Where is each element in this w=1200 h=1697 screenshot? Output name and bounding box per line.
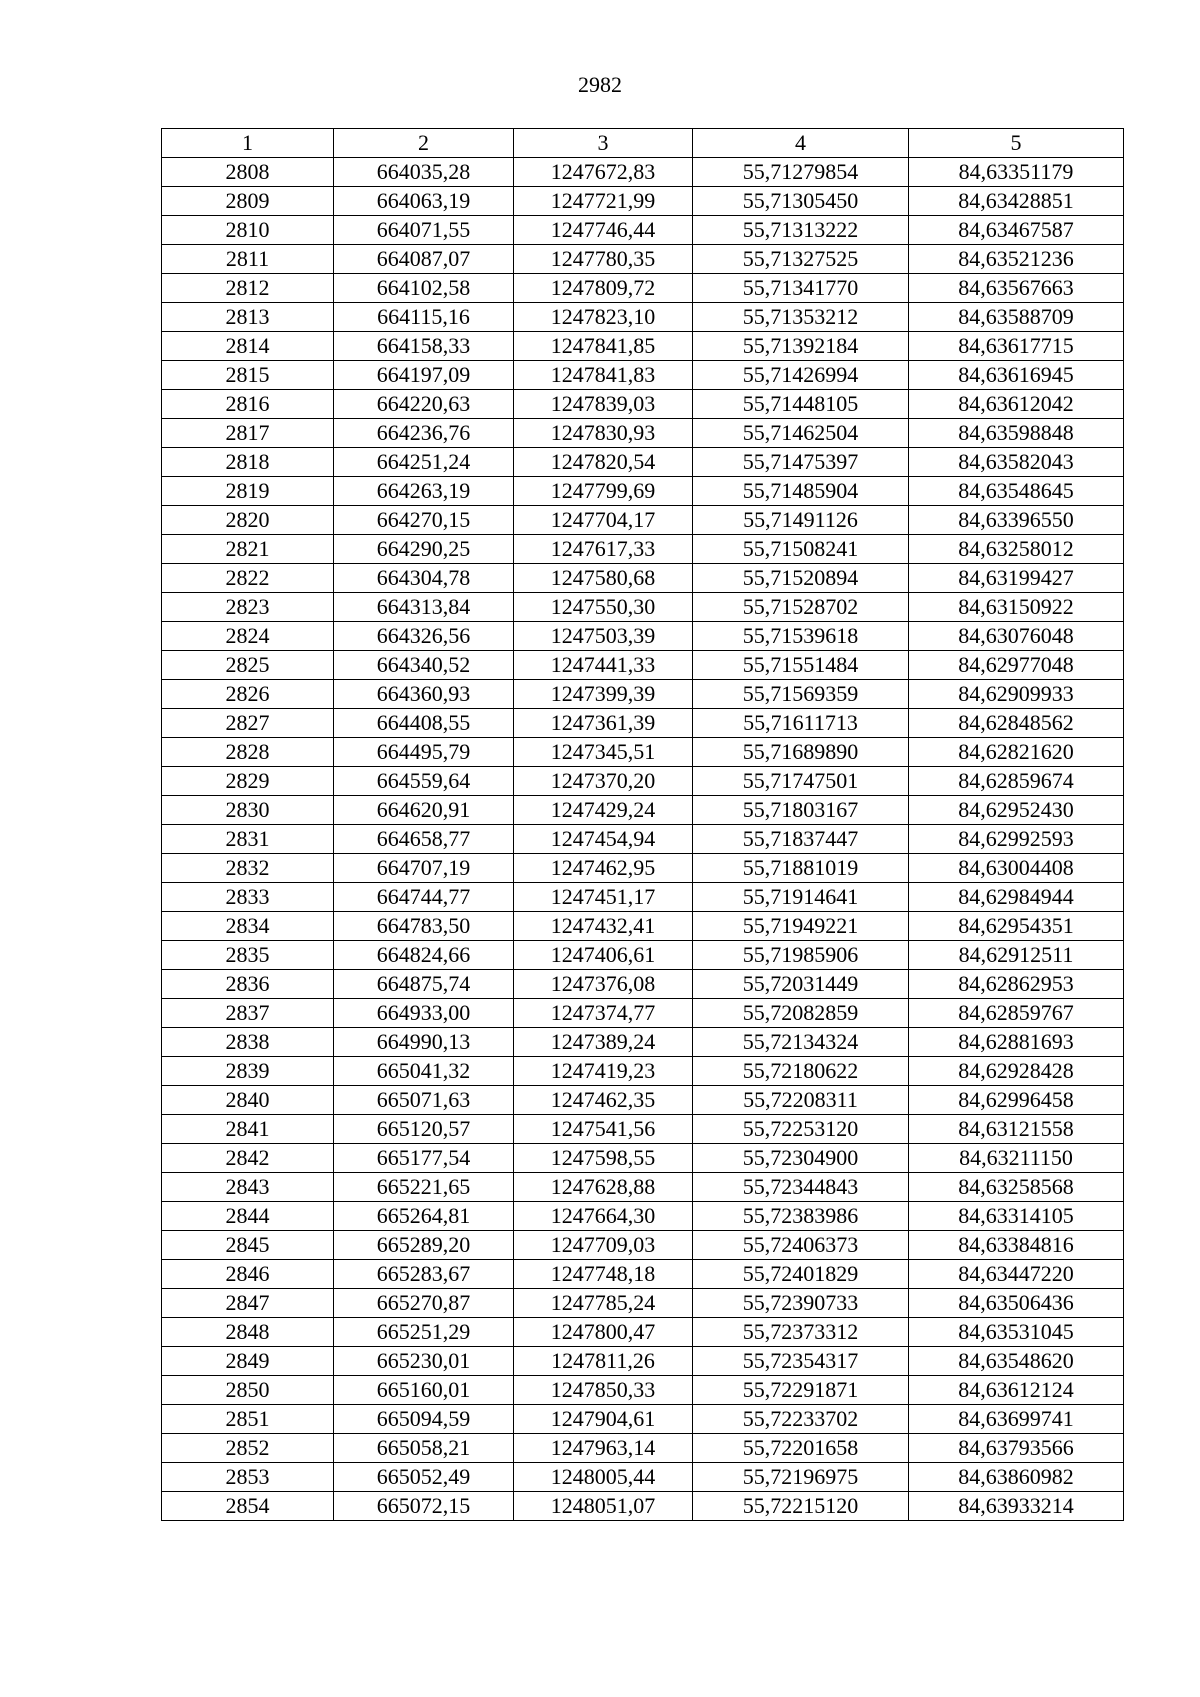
table-cell-col-1: 2848 bbox=[162, 1318, 334, 1347]
table-row bbox=[162, 216, 1124, 245]
table-row bbox=[162, 390, 1124, 419]
table-cell-col-2: 664408,55 bbox=[334, 709, 514, 738]
table-cell-col-5: 84,62984944 bbox=[909, 883, 1124, 912]
table-cell-col-1: 2813 bbox=[162, 303, 334, 332]
table-cell-col-3: 1247850,33 bbox=[514, 1376, 693, 1405]
coordinates-table bbox=[161, 128, 1124, 1521]
table-cell-col-2: 664360,93 bbox=[334, 680, 514, 709]
table-cell-col-4: 55,72354317 bbox=[693, 1347, 909, 1376]
table-cell-col-1: 2839 bbox=[162, 1057, 334, 1086]
table-row bbox=[162, 361, 1124, 390]
table-cell-col-4: 55,72180622 bbox=[693, 1057, 909, 1086]
table-cell-col-4: 55,72383986 bbox=[693, 1202, 909, 1231]
table-cell-col-2: 664290,25 bbox=[334, 535, 514, 564]
table-cell-col-5: 84,63616945 bbox=[909, 361, 1124, 390]
table-cell-col-3: 1247709,03 bbox=[514, 1231, 693, 1260]
table-cell-col-1: 2817 bbox=[162, 419, 334, 448]
table-cell-col-4: 55,72031449 bbox=[693, 970, 909, 999]
table-cell-col-3: 1247830,93 bbox=[514, 419, 693, 448]
table-cell-col-3: 1247389,24 bbox=[514, 1028, 693, 1057]
table-row bbox=[162, 970, 1124, 999]
header-row bbox=[162, 129, 1124, 158]
table-cell-col-3: 1247617,33 bbox=[514, 535, 693, 564]
table-cell-col-3: 1247451,17 bbox=[514, 883, 693, 912]
table-cell-col-4: 55,71305450 bbox=[693, 187, 909, 216]
table-cell-col-4: 55,72201658 bbox=[693, 1434, 909, 1463]
table-cell-col-2: 664035,28 bbox=[334, 158, 514, 187]
table-cell-col-1: 2837 bbox=[162, 999, 334, 1028]
table-row bbox=[162, 506, 1124, 535]
table-cell-col-3: 1247441,33 bbox=[514, 651, 693, 680]
table-cell-col-4: 55,72373312 bbox=[693, 1318, 909, 1347]
table-cell-col-2: 664658,77 bbox=[334, 825, 514, 854]
table-cell-col-1: 2838 bbox=[162, 1028, 334, 1057]
table-cell-col-1: 2833 bbox=[162, 883, 334, 912]
table-header bbox=[162, 129, 1124, 158]
table-row bbox=[162, 1347, 1124, 1376]
table-row bbox=[162, 419, 1124, 448]
table-cell-col-5: 84,63598848 bbox=[909, 419, 1124, 448]
table-row bbox=[162, 1115, 1124, 1144]
table-cell-col-2: 664620,91 bbox=[334, 796, 514, 825]
table-cell-col-3: 1247550,30 bbox=[514, 593, 693, 622]
table-row bbox=[162, 245, 1124, 274]
table-row bbox=[162, 1086, 1124, 1115]
table-cell-col-4: 55,71528702 bbox=[693, 593, 909, 622]
table-cell-col-4: 55,72304900 bbox=[693, 1144, 909, 1173]
table-cell-col-1: 2823 bbox=[162, 593, 334, 622]
table-cell-col-5: 84,63521236 bbox=[909, 245, 1124, 274]
table-cell-col-3: 1247399,39 bbox=[514, 680, 693, 709]
table-cell-col-1: 2835 bbox=[162, 941, 334, 970]
table-row bbox=[162, 1057, 1124, 1086]
table-cell-col-5: 84,63582043 bbox=[909, 448, 1124, 477]
table-cell-col-5: 84,62992593 bbox=[909, 825, 1124, 854]
table-cell-col-2: 664933,00 bbox=[334, 999, 514, 1028]
table-cell-col-1: 2849 bbox=[162, 1347, 334, 1376]
table-cell-col-3: 1247503,39 bbox=[514, 622, 693, 651]
table-cell-col-5: 84,63447220 bbox=[909, 1260, 1124, 1289]
table-row bbox=[162, 1318, 1124, 1347]
table-cell-col-3: 1247462,35 bbox=[514, 1086, 693, 1115]
table-cell-col-3: 1247672,83 bbox=[514, 158, 693, 187]
table-cell-col-4: 55,72134324 bbox=[693, 1028, 909, 1057]
table-cell-col-4: 55,71279854 bbox=[693, 158, 909, 187]
table-cell-col-4: 55,72215120 bbox=[693, 1492, 909, 1521]
table-cell-col-5: 84,63548645 bbox=[909, 477, 1124, 506]
table-cell-col-2: 665160,01 bbox=[334, 1376, 514, 1405]
table-cell-col-5: 84,63076048 bbox=[909, 622, 1124, 651]
table-cell-col-5: 84,63150922 bbox=[909, 593, 1124, 622]
table-cell-col-2: 664087,07 bbox=[334, 245, 514, 274]
table-cell-col-3: 1247800,47 bbox=[514, 1318, 693, 1347]
table-cell-col-4: 55,71611713 bbox=[693, 709, 909, 738]
table-cell-col-1: 2836 bbox=[162, 970, 334, 999]
table-cell-col-1: 2852 bbox=[162, 1434, 334, 1463]
table-cell-col-3: 1247839,03 bbox=[514, 390, 693, 419]
table-cell-col-1: 2841 bbox=[162, 1115, 334, 1144]
table-cell-col-1: 2822 bbox=[162, 564, 334, 593]
table-cell-col-1: 2818 bbox=[162, 448, 334, 477]
table-cell-col-3: 1247419,23 bbox=[514, 1057, 693, 1086]
table-cell-col-3: 1247748,18 bbox=[514, 1260, 693, 1289]
table-body bbox=[162, 158, 1124, 1521]
table-cell-col-3: 1247374,77 bbox=[514, 999, 693, 1028]
table-row bbox=[162, 1434, 1124, 1463]
table-cell-col-3: 1247823,10 bbox=[514, 303, 693, 332]
table-cell-col-4: 55,72406373 bbox=[693, 1231, 909, 1260]
table-row bbox=[162, 912, 1124, 941]
table-cell-col-3: 1247432,41 bbox=[514, 912, 693, 941]
table-cell-col-2: 665177,54 bbox=[334, 1144, 514, 1173]
table-cell-col-5: 84,62996458 bbox=[909, 1086, 1124, 1115]
table-cell-col-5: 84,62912511 bbox=[909, 941, 1124, 970]
table-cell-col-1: 2845 bbox=[162, 1231, 334, 1260]
table-cell-col-3: 1247963,14 bbox=[514, 1434, 693, 1463]
table-cell-col-3: 1247664,30 bbox=[514, 1202, 693, 1231]
table-cell-col-2: 664102,58 bbox=[334, 274, 514, 303]
table-row bbox=[162, 448, 1124, 477]
table-row bbox=[162, 1144, 1124, 1173]
table-cell-col-5: 84,62821620 bbox=[909, 738, 1124, 767]
table-row bbox=[162, 1173, 1124, 1202]
table-row bbox=[162, 1260, 1124, 1289]
table-cell-col-5: 84,63004408 bbox=[909, 854, 1124, 883]
table-cell-col-5: 84,63351179 bbox=[909, 158, 1124, 187]
table-cell-col-1: 2842 bbox=[162, 1144, 334, 1173]
table-cell-col-2: 664340,52 bbox=[334, 651, 514, 680]
table-cell-col-4: 55,72233702 bbox=[693, 1405, 909, 1434]
table-cell-col-4: 55,71837447 bbox=[693, 825, 909, 854]
table-cell-col-1: 2811 bbox=[162, 245, 334, 274]
table-row bbox=[162, 303, 1124, 332]
table-cell-col-1: 2844 bbox=[162, 1202, 334, 1231]
table-row bbox=[162, 1376, 1124, 1405]
table-cell-col-4: 55,71508241 bbox=[693, 535, 909, 564]
table-cell-col-5: 84,62848562 bbox=[909, 709, 1124, 738]
table-cell-col-3: 1247541,56 bbox=[514, 1115, 693, 1144]
table-cell-col-3: 1247628,88 bbox=[514, 1173, 693, 1202]
table-cell-col-2: 664495,79 bbox=[334, 738, 514, 767]
table-cell-col-5: 84,63467587 bbox=[909, 216, 1124, 245]
column-header-4: 4 bbox=[693, 129, 909, 158]
table-cell-col-3: 1247809,72 bbox=[514, 274, 693, 303]
table-cell-col-2: 664313,84 bbox=[334, 593, 514, 622]
table-cell-col-3: 1247811,26 bbox=[514, 1347, 693, 1376]
table-cell-col-4: 55,71539618 bbox=[693, 622, 909, 651]
table-row bbox=[162, 680, 1124, 709]
table-cell-col-1: 2820 bbox=[162, 506, 334, 535]
table-cell-col-5: 84,63211150 bbox=[909, 1144, 1124, 1173]
table-cell-col-2: 665270,87 bbox=[334, 1289, 514, 1318]
table-cell-col-1: 2821 bbox=[162, 535, 334, 564]
column-header-5: 5 bbox=[909, 129, 1124, 158]
table-cell-col-2: 664263,19 bbox=[334, 477, 514, 506]
table-cell-col-4: 55,71520894 bbox=[693, 564, 909, 593]
table-cell-col-3: 1247704,17 bbox=[514, 506, 693, 535]
table-cell-col-3: 1247454,94 bbox=[514, 825, 693, 854]
table-cell-col-1: 2809 bbox=[162, 187, 334, 216]
table-row bbox=[162, 1463, 1124, 1492]
table-cell-col-4: 55,71551484 bbox=[693, 651, 909, 680]
table-row bbox=[162, 1289, 1124, 1318]
table-cell-col-1: 2826 bbox=[162, 680, 334, 709]
table-cell-col-2: 664326,56 bbox=[334, 622, 514, 651]
table-cell-col-5: 84,62928428 bbox=[909, 1057, 1124, 1086]
table-cell-col-3: 1247721,99 bbox=[514, 187, 693, 216]
table-cell-col-5: 84,62859767 bbox=[909, 999, 1124, 1028]
table-cell-col-1: 2840 bbox=[162, 1086, 334, 1115]
table-cell-col-3: 1247799,69 bbox=[514, 477, 693, 506]
table-cell-col-4: 55,71426994 bbox=[693, 361, 909, 390]
table-cell-col-3: 1247580,68 bbox=[514, 564, 693, 593]
table-cell-col-2: 665283,67 bbox=[334, 1260, 514, 1289]
table-row bbox=[162, 1231, 1124, 1260]
table-row bbox=[162, 535, 1124, 564]
table-cell-col-4: 55,71392184 bbox=[693, 332, 909, 361]
table-cell-col-4: 55,72082859 bbox=[693, 999, 909, 1028]
table-cell-col-5: 84,63258012 bbox=[909, 535, 1124, 564]
table-cell-col-1: 2846 bbox=[162, 1260, 334, 1289]
table-cell-col-2: 665264,81 bbox=[334, 1202, 514, 1231]
table-cell-col-5: 84,63531045 bbox=[909, 1318, 1124, 1347]
table-cell-col-2: 664990,13 bbox=[334, 1028, 514, 1057]
table-cell-col-4: 55,72401829 bbox=[693, 1260, 909, 1289]
table-cell-col-4: 55,71914641 bbox=[693, 883, 909, 912]
table-cell-col-1: 2808 bbox=[162, 158, 334, 187]
table-cell-col-4: 55,71803167 bbox=[693, 796, 909, 825]
table-cell-col-5: 84,63933214 bbox=[909, 1492, 1124, 1521]
table-cell-col-1: 2834 bbox=[162, 912, 334, 941]
table-cell-col-2: 664744,77 bbox=[334, 883, 514, 912]
table-row bbox=[162, 1202, 1124, 1231]
table-cell-col-3: 1247361,39 bbox=[514, 709, 693, 738]
table-cell-col-1: 2828 bbox=[162, 738, 334, 767]
table-cell-col-5: 84,63121558 bbox=[909, 1115, 1124, 1144]
table-cell-col-5: 84,63506436 bbox=[909, 1289, 1124, 1318]
table-cell-col-3: 1247820,54 bbox=[514, 448, 693, 477]
table-cell-col-3: 1247780,35 bbox=[514, 245, 693, 274]
table-cell-col-2: 664197,09 bbox=[334, 361, 514, 390]
table-cell-col-2: 664559,64 bbox=[334, 767, 514, 796]
table-cell-col-3: 1248051,07 bbox=[514, 1492, 693, 1521]
table-cell-col-3: 1247746,44 bbox=[514, 216, 693, 245]
table-cell-col-4: 55,71448105 bbox=[693, 390, 909, 419]
table-cell-col-5: 84,63396550 bbox=[909, 506, 1124, 535]
table-cell-col-3: 1247785,24 bbox=[514, 1289, 693, 1318]
table-cell-col-3: 1247345,51 bbox=[514, 738, 693, 767]
table-cell-col-1: 2853 bbox=[162, 1463, 334, 1492]
table-row bbox=[162, 274, 1124, 303]
table-row bbox=[162, 187, 1124, 216]
column-header-1: 1 bbox=[162, 129, 334, 158]
table-cell-col-4: 55,71327525 bbox=[693, 245, 909, 274]
table-cell-col-4: 55,72208311 bbox=[693, 1086, 909, 1115]
table-cell-col-5: 84,63314105 bbox=[909, 1202, 1124, 1231]
table-cell-col-1: 2815 bbox=[162, 361, 334, 390]
table-cell-col-1: 2830 bbox=[162, 796, 334, 825]
table-cell-col-2: 664304,78 bbox=[334, 564, 514, 593]
table-row bbox=[162, 825, 1124, 854]
table-cell-col-5: 84,62862953 bbox=[909, 970, 1124, 999]
table-cell-col-1: 2847 bbox=[162, 1289, 334, 1318]
table-cell-col-4: 55,71569359 bbox=[693, 680, 909, 709]
table-cell-col-2: 664115,16 bbox=[334, 303, 514, 332]
table-cell-col-5: 84,63384816 bbox=[909, 1231, 1124, 1260]
table-cell-col-2: 665052,49 bbox=[334, 1463, 514, 1492]
table-cell-col-2: 665094,59 bbox=[334, 1405, 514, 1434]
table-cell-col-4: 55,71353212 bbox=[693, 303, 909, 332]
table-cell-col-3: 1247841,83 bbox=[514, 361, 693, 390]
table-cell-col-5: 84,62881693 bbox=[909, 1028, 1124, 1057]
table-cell-col-3: 1247376,08 bbox=[514, 970, 693, 999]
table-cell-col-4: 55,72291871 bbox=[693, 1376, 909, 1405]
table-cell-col-2: 665058,21 bbox=[334, 1434, 514, 1463]
table-cell-col-2: 665072,15 bbox=[334, 1492, 514, 1521]
table-cell-col-2: 664071,55 bbox=[334, 216, 514, 245]
table-cell-col-4: 55,71689890 bbox=[693, 738, 909, 767]
table-cell-col-2: 664270,15 bbox=[334, 506, 514, 535]
table-cell-col-4: 55,72344843 bbox=[693, 1173, 909, 1202]
table-cell-col-2: 665221,65 bbox=[334, 1173, 514, 1202]
table-cell-col-2: 664158,33 bbox=[334, 332, 514, 361]
table-cell-col-2: 665251,29 bbox=[334, 1318, 514, 1347]
table-cell-col-5: 84,63612124 bbox=[909, 1376, 1124, 1405]
table-cell-col-2: 664251,24 bbox=[334, 448, 514, 477]
table-cell-col-2: 664875,74 bbox=[334, 970, 514, 999]
table-cell-col-3: 1248005,44 bbox=[514, 1463, 693, 1492]
table-row bbox=[162, 564, 1124, 593]
table-cell-col-4: 55,71985906 bbox=[693, 941, 909, 970]
table-row bbox=[162, 1405, 1124, 1434]
table-cell-col-1: 2810 bbox=[162, 216, 334, 245]
table-cell-col-5: 84,63699741 bbox=[909, 1405, 1124, 1434]
table-row bbox=[162, 854, 1124, 883]
table-row bbox=[162, 622, 1124, 651]
table-cell-col-5: 84,62952430 bbox=[909, 796, 1124, 825]
column-header-2: 2 bbox=[334, 129, 514, 158]
table-cell-col-1: 2851 bbox=[162, 1405, 334, 1434]
table-cell-col-1: 2843 bbox=[162, 1173, 334, 1202]
table-cell-col-4: 55,72253120 bbox=[693, 1115, 909, 1144]
table-cell-col-3: 1247904,61 bbox=[514, 1405, 693, 1434]
table-cell-col-5: 84,63548620 bbox=[909, 1347, 1124, 1376]
table-cell-col-3: 1247370,20 bbox=[514, 767, 693, 796]
table-cell-col-2: 664707,19 bbox=[334, 854, 514, 883]
table-cell-col-1: 2816 bbox=[162, 390, 334, 419]
table-cell-col-2: 665071,63 bbox=[334, 1086, 514, 1115]
table-cell-col-2: 664824,66 bbox=[334, 941, 514, 970]
table-cell-col-4: 55,71949221 bbox=[693, 912, 909, 941]
table-cell-col-2: 664783,50 bbox=[334, 912, 514, 941]
table-cell-col-5: 84,63199427 bbox=[909, 564, 1124, 593]
page-number: 2982 bbox=[578, 72, 622, 97]
table-cell-col-3: 1247462,95 bbox=[514, 854, 693, 883]
table-cell-col-4: 55,71462504 bbox=[693, 419, 909, 448]
table-cell-col-1: 2819 bbox=[162, 477, 334, 506]
table-cell-col-5: 84,62859674 bbox=[909, 767, 1124, 796]
table-cell-col-1: 2829 bbox=[162, 767, 334, 796]
table-cell-col-4: 55,71491126 bbox=[693, 506, 909, 535]
table-cell-col-2: 665120,57 bbox=[334, 1115, 514, 1144]
table-cell-col-3: 1247406,61 bbox=[514, 941, 693, 970]
table-cell-col-5: 84,63612042 bbox=[909, 390, 1124, 419]
table-cell-col-2: 665230,01 bbox=[334, 1347, 514, 1376]
table-cell-col-1: 2827 bbox=[162, 709, 334, 738]
table-row bbox=[162, 593, 1124, 622]
table-row bbox=[162, 477, 1124, 506]
table-cell-col-5: 84,63567663 bbox=[909, 274, 1124, 303]
table-row bbox=[162, 738, 1124, 767]
table-cell-col-4: 55,71881019 bbox=[693, 854, 909, 883]
table-cell-col-4: 55,72390733 bbox=[693, 1289, 909, 1318]
table-cell-col-2: 664236,76 bbox=[334, 419, 514, 448]
table-cell-col-1: 2832 bbox=[162, 854, 334, 883]
table-cell-col-1: 2850 bbox=[162, 1376, 334, 1405]
table-cell-col-1: 2824 bbox=[162, 622, 334, 651]
table-cell-col-5: 84,63617715 bbox=[909, 332, 1124, 361]
table-cell-col-3: 1247841,85 bbox=[514, 332, 693, 361]
table-cell-col-2: 664063,19 bbox=[334, 187, 514, 216]
table-cell-col-4: 55,71475397 bbox=[693, 448, 909, 477]
table-cell-col-5: 84,63860982 bbox=[909, 1463, 1124, 1492]
table-cell-col-5: 84,62909933 bbox=[909, 680, 1124, 709]
table-row bbox=[162, 709, 1124, 738]
table-row bbox=[162, 1492, 1124, 1521]
table-cell-col-4: 55,71747501 bbox=[693, 767, 909, 796]
table-cell-col-5: 84,62977048 bbox=[909, 651, 1124, 680]
table-cell-col-5: 84,62954351 bbox=[909, 912, 1124, 941]
table-row bbox=[162, 941, 1124, 970]
table-row bbox=[162, 651, 1124, 680]
column-header-3: 3 bbox=[514, 129, 693, 158]
table-cell-col-1: 2812 bbox=[162, 274, 334, 303]
table-cell-col-2: 665041,32 bbox=[334, 1057, 514, 1086]
table-cell-col-2: 665289,20 bbox=[334, 1231, 514, 1260]
table-row bbox=[162, 796, 1124, 825]
table-row bbox=[162, 332, 1124, 361]
table-row bbox=[162, 158, 1124, 187]
table-cell-col-3: 1247598,55 bbox=[514, 1144, 693, 1173]
table-cell-col-2: 664220,63 bbox=[334, 390, 514, 419]
table-cell-col-1: 2831 bbox=[162, 825, 334, 854]
table-row bbox=[162, 1028, 1124, 1057]
table-cell-col-3: 1247429,24 bbox=[514, 796, 693, 825]
table-cell-col-5: 84,63793566 bbox=[909, 1434, 1124, 1463]
table-cell-col-4: 55,71485904 bbox=[693, 477, 909, 506]
table-cell-col-5: 84,63588709 bbox=[909, 303, 1124, 332]
table-row bbox=[162, 767, 1124, 796]
table-row bbox=[162, 883, 1124, 912]
table-cell-col-4: 55,72196975 bbox=[693, 1463, 909, 1492]
table-cell-col-4: 55,71313222 bbox=[693, 216, 909, 245]
table-cell-col-5: 84,63258568 bbox=[909, 1173, 1124, 1202]
table-cell-col-5: 84,63428851 bbox=[909, 187, 1124, 216]
table-cell-col-1: 2814 bbox=[162, 332, 334, 361]
table-cell-col-1: 2854 bbox=[162, 1492, 334, 1521]
table-cell-col-4: 55,71341770 bbox=[693, 274, 909, 303]
table-row bbox=[162, 999, 1124, 1028]
table-cell-col-1: 2825 bbox=[162, 651, 334, 680]
